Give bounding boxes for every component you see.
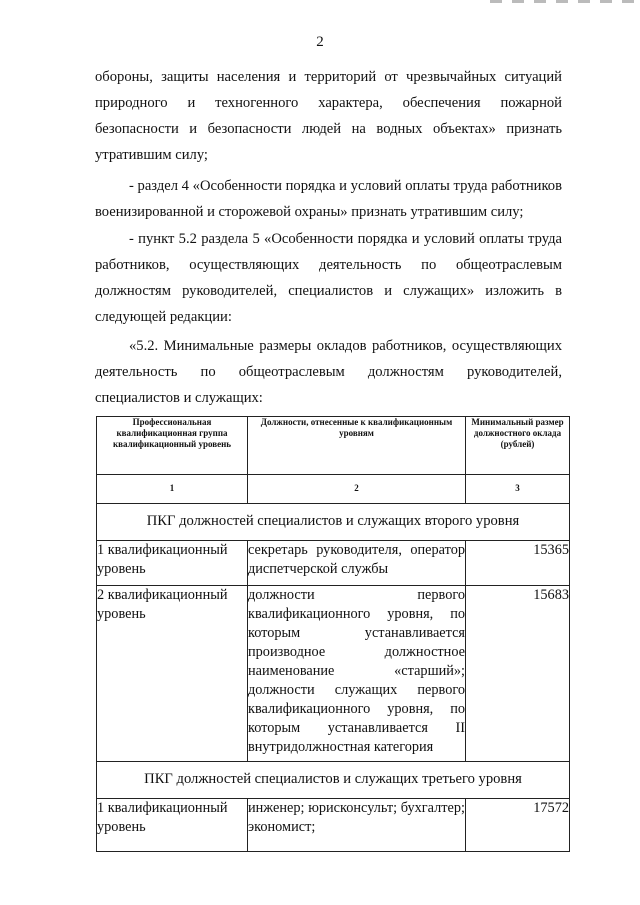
section-row bbox=[97, 762, 570, 799]
salary-cell: 15365 bbox=[466, 541, 570, 586]
level-cell: 1 квалификационный уровень bbox=[97, 799, 248, 852]
table-header-row bbox=[97, 417, 570, 475]
section-title-second-level: ПКГ должностей специалистов и служащих второго уровня bbox=[97, 504, 570, 541]
level-cell: 2 квалификационный уровень bbox=[97, 586, 248, 762]
positions-cell: должности первого квалификационного уровня, по которым устанавливается производное должностное наименование «старший»; должности служащих первого квалификационного уровня, по которым устанавливается II внутридолжностная категория bbox=[248, 586, 466, 762]
column-number: 2 bbox=[248, 475, 466, 504]
paragraph-section-4: - раздел 4 «Особенности порядка и условий оплаты труда работников военизированной и сторожевой охраны» признать утратившим силу; bbox=[95, 178, 562, 220]
salary-cell: 17572 bbox=[466, 799, 570, 852]
header-positions: Должности, отнесенные к квалификационным уровням bbox=[248, 417, 466, 475]
positions-cell: секретарь руководителя, оператор диспетчерской службы bbox=[248, 541, 466, 586]
table-row bbox=[97, 586, 570, 762]
salary-cell: 15683 bbox=[466, 586, 570, 762]
level-cell: 1 квалификационный уровень bbox=[97, 541, 248, 586]
positions-cell: инженер; юрисконсульт; бухгалтер; экономист; bbox=[248, 799, 466, 852]
table-row bbox=[97, 541, 570, 586]
salary-table bbox=[96, 416, 570, 852]
table-column-numbers-row bbox=[97, 475, 570, 504]
table-row bbox=[97, 799, 570, 852]
header-pkg: Профессиональная квалификационная группа квалификационный уровень bbox=[97, 417, 248, 475]
paragraph-clause-5-2: - пункт 5.2 раздела 5 «Особенности порядка и условий оплаты труда работников, осуществляющих деятельность по общеотраслевым должностям руководителей, специалистов и служащих» изложить в следующей редакции: bbox=[95, 231, 562, 325]
section-title-third-level: ПКГ должностей специалистов и служащих третьего уровня bbox=[97, 762, 570, 799]
column-number: 1 bbox=[97, 475, 248, 504]
column-number: 3 bbox=[466, 475, 570, 504]
section-row bbox=[97, 504, 570, 541]
scan-edge-marks bbox=[490, 0, 640, 3]
paragraph-continuation: обороны, защиты населения и территорий от чрезвычайных ситуаций природного и техногенного характера, обеспечения пожарной безопасности и безопасности людей на водных объектах» признать утратившим силу; bbox=[95, 69, 562, 163]
header-salary: Минимальный размер должностного оклада (рублей) bbox=[466, 417, 570, 475]
page-number: 2 bbox=[316, 34, 324, 50]
paragraph-5-2-heading: «5.2. Минимальные размеры окладов работников, осуществляющих деятельность по общеотраслевым должностям руководителей, специалистов и служащих: bbox=[95, 338, 562, 406]
